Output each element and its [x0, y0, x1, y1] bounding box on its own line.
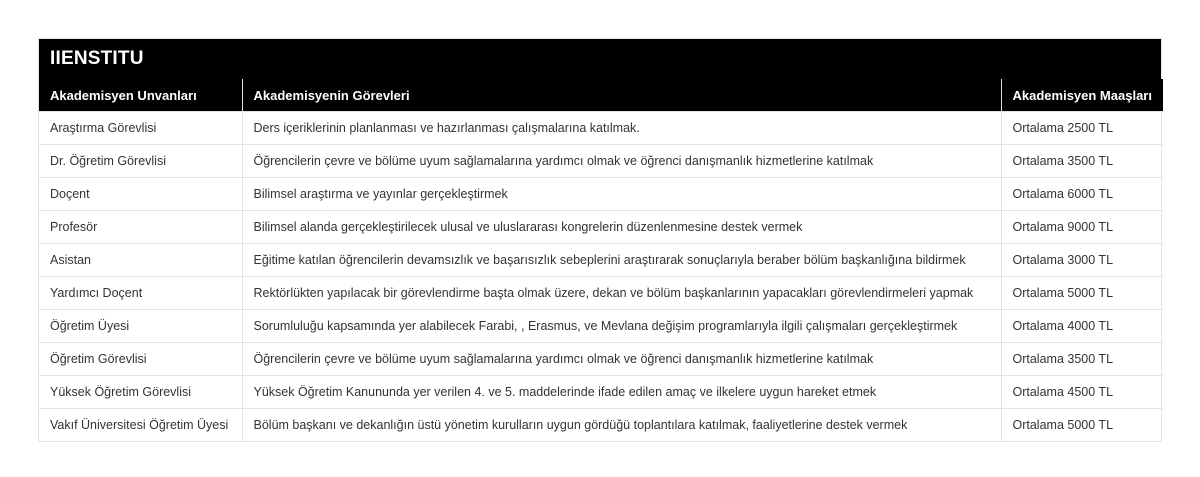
table-row	[39, 178, 1163, 211]
cell-title: Yüksek Öğretim Görevlisi	[39, 376, 242, 409]
column-header-title: Akademisyen Unvanları	[39, 79, 242, 112]
table-row	[39, 310, 1163, 343]
cell-duties: Eğitime katılan öğrencilerin devamsızlık ve başarısızlık sebeplerini araştırarak sonuçlarıyla beraber bölüm başkanlığına bildirmek	[242, 244, 1001, 277]
salary-table	[39, 79, 1163, 441]
cell-salary: Ortalama 6000 TL	[1001, 178, 1163, 211]
table-row	[39, 376, 1163, 409]
table-row	[39, 145, 1163, 178]
cell-title: Araştırma Görevlisi	[39, 112, 242, 145]
cell-salary: Ortalama 5000 TL	[1001, 277, 1163, 310]
table-row	[39, 277, 1163, 310]
cell-title: Asistan	[39, 244, 242, 277]
cell-title: Öğretim Görevlisi	[39, 343, 242, 376]
cell-duties: Rektörlükten yapılacak bir görevlendirme başta olmak üzere, dekan ve bölüm başkanlarının yapacakları görevlendirmeleri yapmak	[242, 277, 1001, 310]
cell-salary: Ortalama 9000 TL	[1001, 211, 1163, 244]
cell-duties: Sorumluluğu kapsamında yer alabilecek Farabi, , Erasmus, ve Mevlana değişim programlarıyla ilgili çalışmaları gerçekleştirmek	[242, 310, 1001, 343]
cell-duties: Ders içeriklerinin planlanması ve hazırlanması çalışmalarına katılmak.	[242, 112, 1001, 145]
brand-title: IIENSTITU	[39, 39, 1161, 79]
table-row	[39, 244, 1163, 277]
cell-salary: Ortalama 3500 TL	[1001, 343, 1163, 376]
cell-title: Profesör	[39, 211, 242, 244]
salary-table-container	[38, 38, 1162, 442]
cell-duties: Bölüm başkanı ve dekanlığın üstü yönetim kurulların uygun gördüğü toplantılara katılmak, faaliyetlerine destek vermek	[242, 409, 1001, 442]
cell-duties: Bilimsel araştırma ve yayınlar gerçekleştirmek	[242, 178, 1001, 211]
cell-duties: Öğrencilerin çevre ve bölüme uyum sağlamalarına yardımcı olmak ve öğrenci danışmanlık hizmetlerine katılmak	[242, 145, 1001, 178]
table-row	[39, 112, 1163, 145]
cell-salary: Ortalama 4500 TL	[1001, 376, 1163, 409]
cell-salary: Ortalama 5000 TL	[1001, 409, 1163, 442]
cell-title: Vakıf Üniversitesi Öğretim Üyesi	[39, 409, 242, 442]
cell-duties: Bilimsel alanda gerçekleştirilecek ulusal ve uluslararası kongrelerin düzenlenmesine destek vermek	[242, 211, 1001, 244]
column-header-duties: Akademisyenin Görevleri	[242, 79, 1001, 112]
cell-salary: Ortalama 4000 TL	[1001, 310, 1163, 343]
table-row	[39, 211, 1163, 244]
cell-duties: Öğrencilerin çevre ve bölüme uyum sağlamalarına yardımcı olmak ve öğrenci danışmanlık hizmetlerine katılmak	[242, 343, 1001, 376]
table-row	[39, 409, 1163, 442]
cell-salary: Ortalama 3000 TL	[1001, 244, 1163, 277]
cell-title: Öğretim Üyesi	[39, 310, 242, 343]
cell-salary: Ortalama 3500 TL	[1001, 145, 1163, 178]
table-row	[39, 343, 1163, 376]
table-header-row	[39, 79, 1163, 112]
cell-salary: Ortalama 2500 TL	[1001, 112, 1163, 145]
cell-duties: Yüksek Öğretim Kanununda yer verilen 4. ve 5. maddelerinde ifade edilen amaç ve ilkelere uygun hareket etmek	[242, 376, 1001, 409]
cell-title: Dr. Öğretim Görevlisi	[39, 145, 242, 178]
column-header-salary: Akademisyen Maaşları	[1001, 79, 1163, 112]
cell-title: Doçent	[39, 178, 242, 211]
cell-title: Yardımcı Doçent	[39, 277, 242, 310]
